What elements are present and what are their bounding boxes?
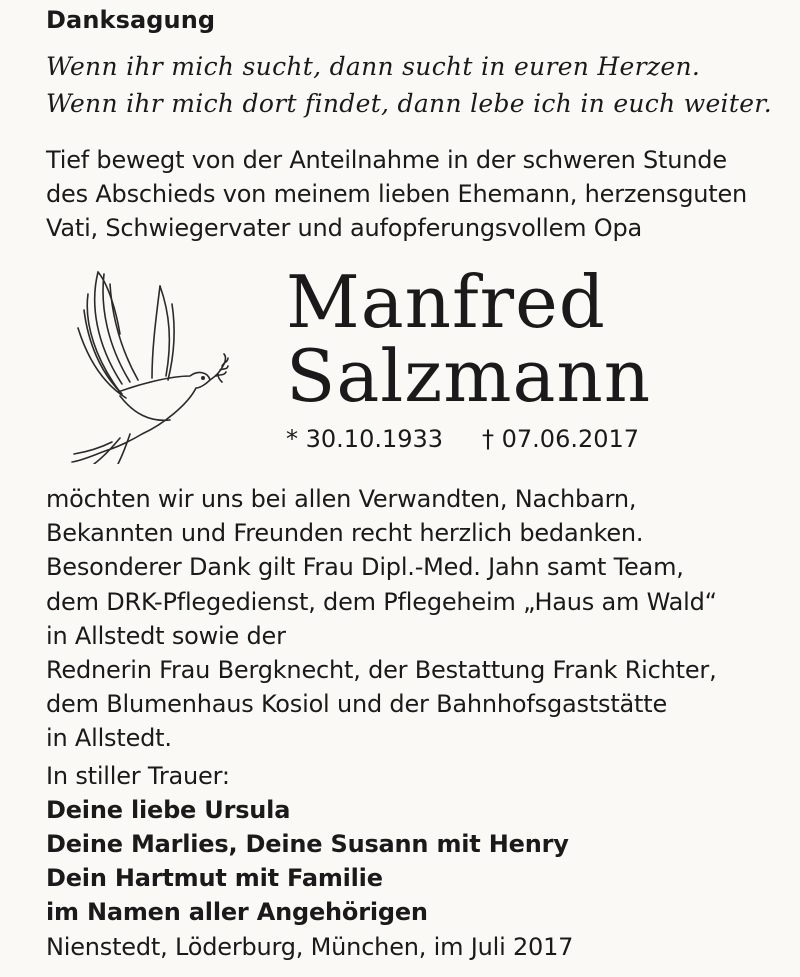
quote-line: Wenn ihr mich sucht, dann sucht in euren Herzen. — [46, 52, 701, 81]
intro-text — [46, 143, 747, 245]
mourner-name: Dein Hartmut mit Familie — [46, 864, 383, 892]
birth-date: * 30.10.1933 — [286, 425, 444, 453]
thanks-line: in Allstedt sowie der — [46, 621, 286, 650]
death-date: † 07.06.2017 — [482, 425, 640, 453]
thanks-line: dem DRK-Pflegedienst, dem Pflegeheim „Haus am Wald“ — [46, 587, 717, 616]
thanks-line: in Allstedt. — [46, 724, 172, 753]
mourner-name: Deine liebe Ursula — [46, 796, 291, 824]
mourner-name: im Namen aller Angehörigen — [46, 898, 428, 926]
thanks-line: dem Blumenhaus Kosiol und der Bahnhofsgaststätte — [46, 690, 668, 719]
intro-line: des Abschieds von meinem lieben Ehemann, herzensguten — [46, 180, 748, 208]
heading: Danksagung — [46, 6, 216, 34]
deceased-first-name: Manfred — [286, 260, 606, 344]
quote-line: Wenn ihr mich dort findet, dann lebe ich in euch weiter. — [46, 89, 773, 118]
dove-icon — [60, 264, 240, 464]
intro-line: Tief bewegt von der Anteilnahme in der schweren Stunde — [46, 146, 727, 174]
deceased-last-name: Salzmann — [286, 334, 652, 418]
mourning-block — [46, 759, 569, 929]
mourner-name: Deine Marlies, Deine Susann mit Henry — [46, 830, 569, 858]
thanks-line: Besonderer Dank gilt Frau Dipl.-Med. Jahn samt Team, — [46, 553, 684, 582]
mourning-label: In stiller Trauer: — [46, 762, 230, 790]
intro-line: Vati, Schwiegervater und aufopferungsvollem Opa — [46, 214, 642, 242]
thanks-line: Rednerin Frau Bergknecht, der Bestattung Frank Richter, — [46, 656, 717, 685]
quote — [46, 48, 772, 122]
place-date: Nienstedt, Löderburg, München, im Juli 2017 — [46, 933, 574, 961]
thanks-text — [46, 482, 717, 756]
thanks-line: möchten wir uns bei allen Verwandten, Nachbarn, — [46, 485, 637, 513]
thanks-line: Bekannten und Freunden recht herzlich bedanken. — [46, 519, 644, 548]
